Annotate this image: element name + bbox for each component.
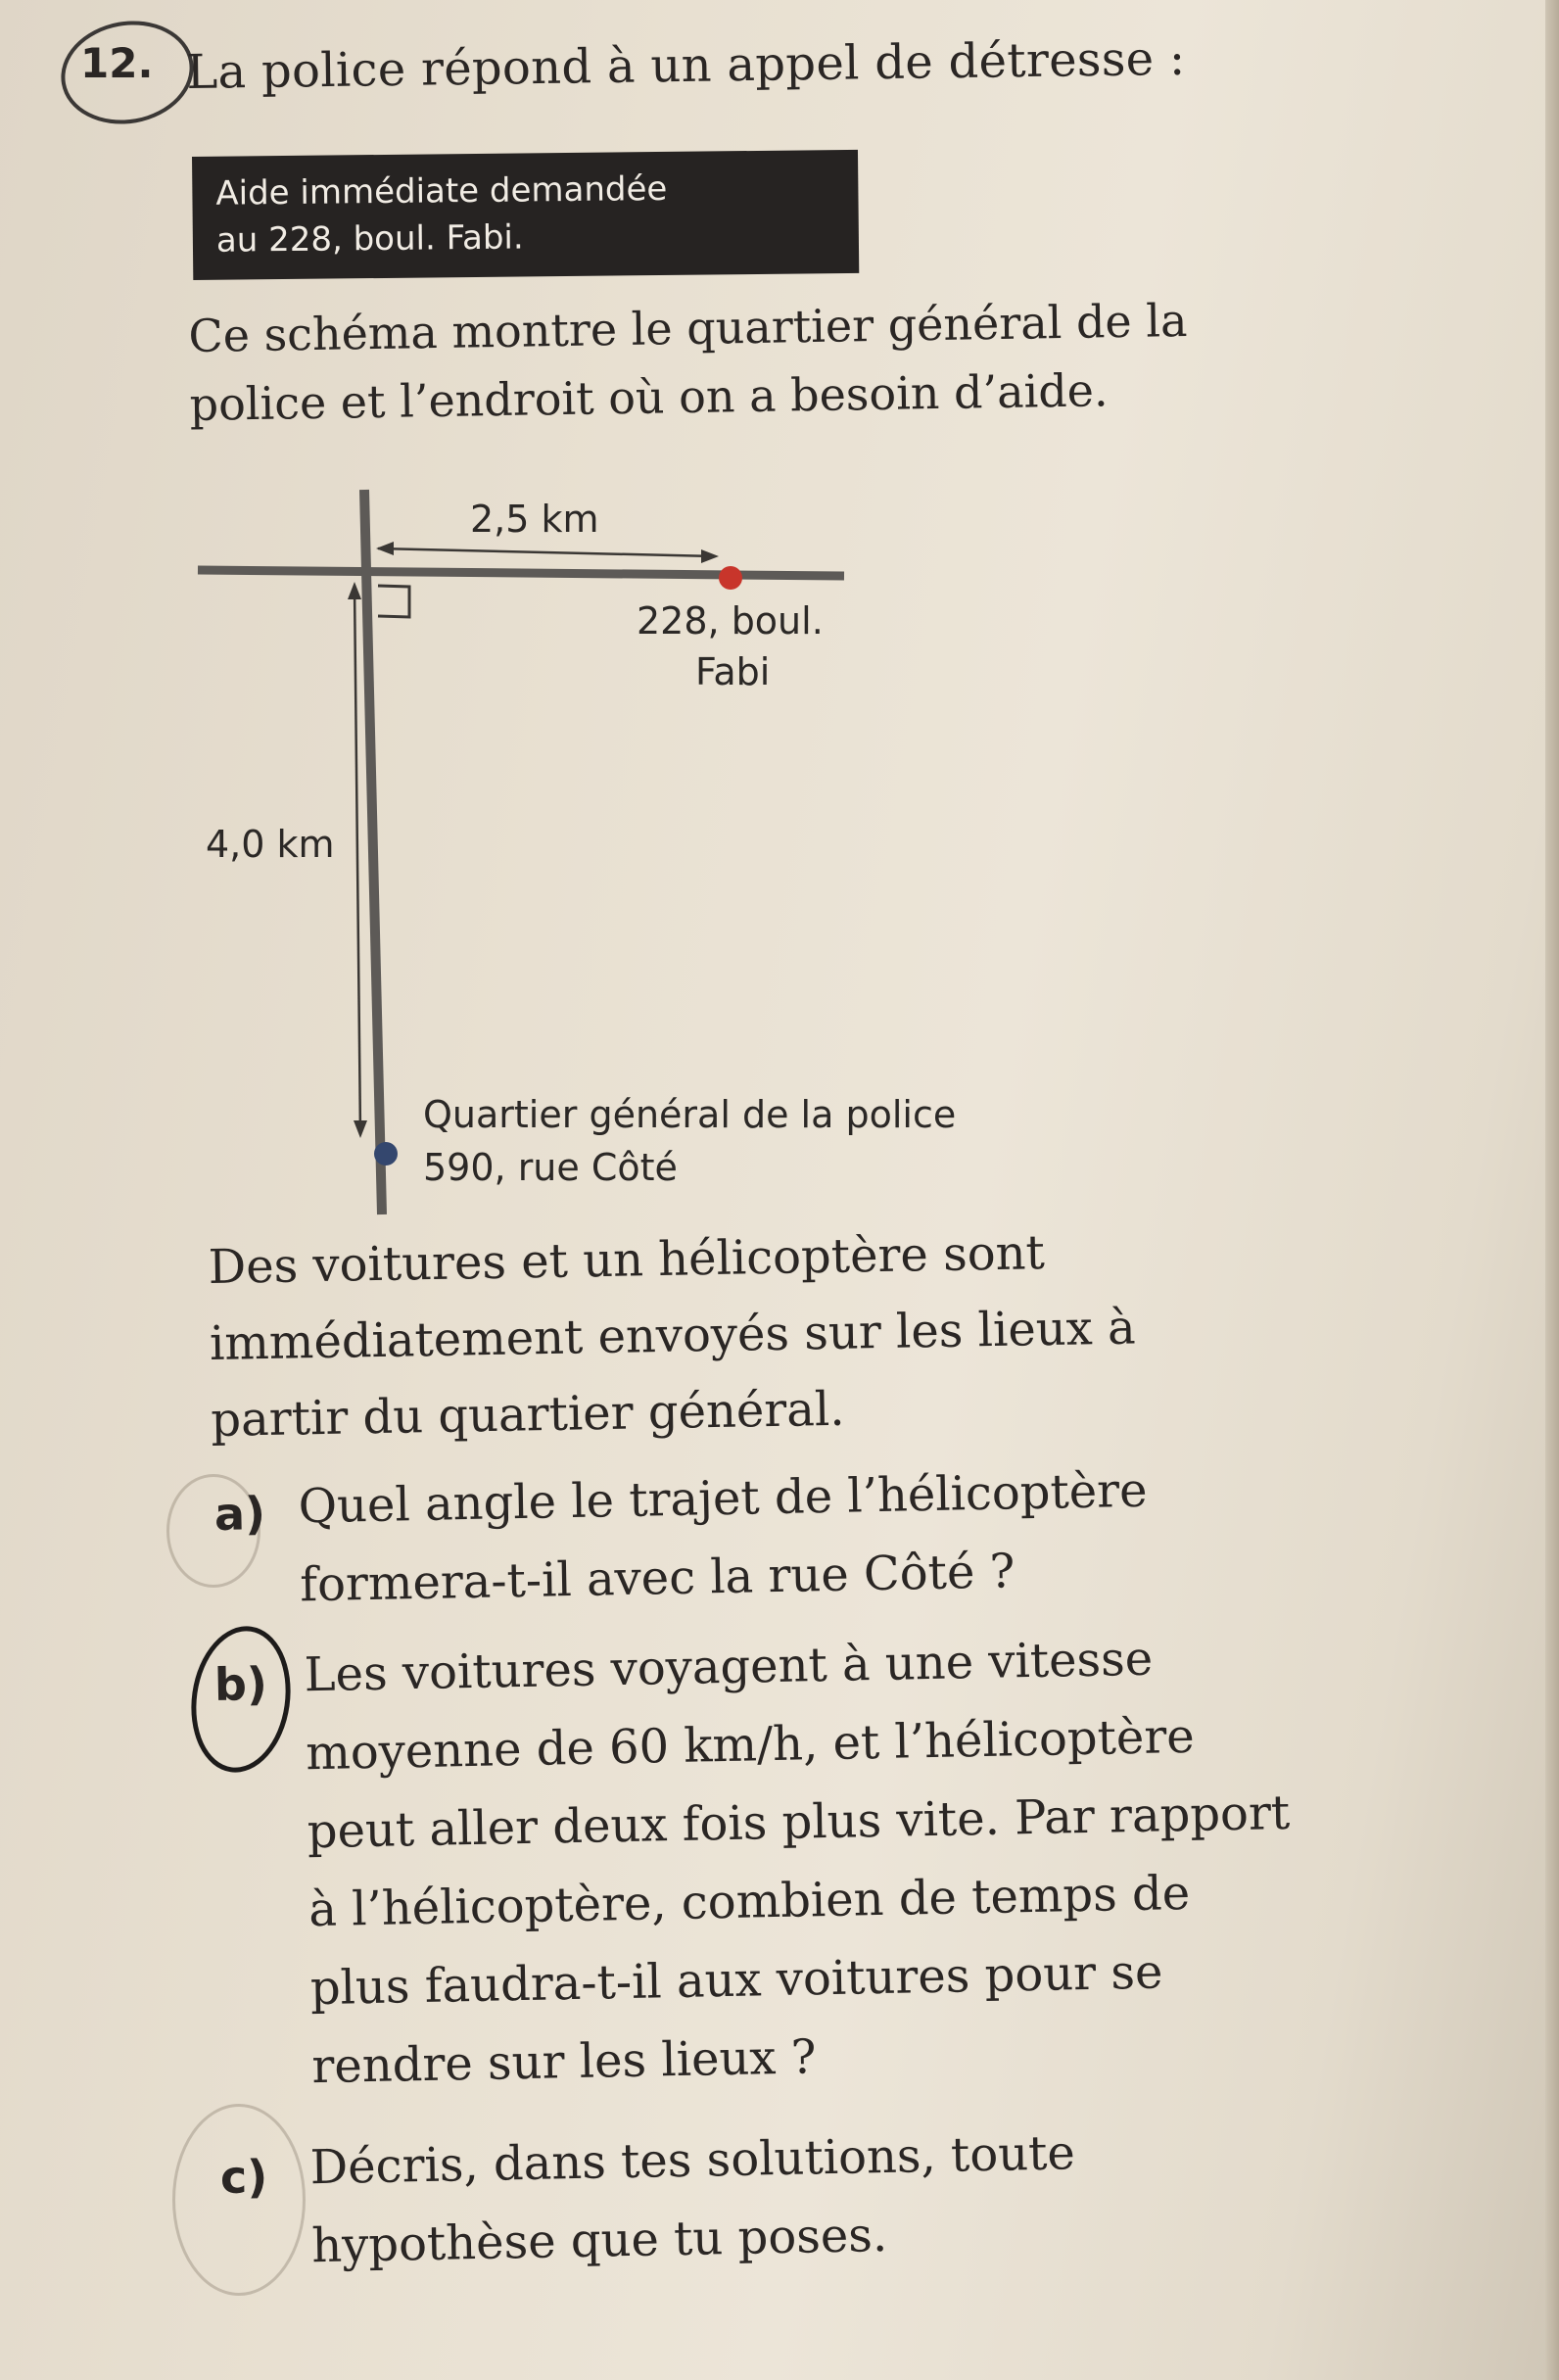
- question-c-letter: c): [219, 2150, 268, 2204]
- intro-line-1: Ce schéma montre le quartier général de la: [188, 293, 1188, 362]
- destination-label-line-1: 228, boul.: [637, 599, 824, 643]
- question-b-letter: b): [213, 1656, 268, 1711]
- map-diagram: [186, 478, 1018, 1222]
- vertical-distance-label: 4,0 km: [206, 823, 335, 866]
- question-c-text: [309, 2114, 1077, 2285]
- question-c-line-1: Décris, dans tes solutions, toute: [309, 2125, 1076, 2196]
- arrowhead-right: [701, 549, 719, 563]
- headquarters-marker: [374, 1142, 398, 1166]
- horizontal-distance-label: 2,5 km: [470, 498, 599, 541]
- question-b-line-5: plus faudra-t-il aux voitures pour se: [309, 1944, 1163, 2017]
- question-a-text: [298, 1452, 1150, 1625]
- question-a-letter: a): [213, 1486, 266, 1541]
- question-b-line-3: peut aller deux fois plus vite. Par rapport: [307, 1785, 1291, 1860]
- arrowhead-top: [348, 582, 361, 599]
- question-b-text: [304, 1617, 1296, 2106]
- hq-label-line-2: 590, rue Côté: [423, 1146, 678, 1189]
- problem-title: La police répond à un appel de détresse :: [186, 30, 1186, 100]
- question-b-line-4: à l’hélicoptère, combien de temps de: [307, 1865, 1191, 1938]
- arrowhead-bottom: [354, 1120, 367, 1138]
- boulevard-road: [198, 570, 844, 576]
- distress-call-box: [192, 150, 859, 280]
- question-b-line-1: Les voitures voyagent à une vitesse: [304, 1631, 1154, 1703]
- arrowhead-left: [376, 542, 394, 555]
- intro-paragraph: [188, 283, 1365, 439]
- scenario-line-2: immédiatement envoyés sur les lieux à: [209, 1300, 1137, 1371]
- question-c-line-2: hypothèse que tu poses.: [310, 2207, 888, 2274]
- scenario-paragraph: [208, 1209, 1387, 1458]
- destination-label-line-2: Fabi: [695, 650, 771, 693]
- problem-number: 12.: [80, 39, 154, 87]
- rue-cote-road: [364, 490, 382, 1214]
- question-a-line-2: formera-t-il avec la rue Côté ?: [299, 1544, 1016, 1613]
- question-b-line-2: moyenne de 60 km/h, et l’hélicoptère: [305, 1708, 1196, 1782]
- alert-line-2: au 228, boul. Fabi.: [215, 217, 524, 261]
- scenario-line-3: partir du quartier général.: [210, 1381, 845, 1448]
- intro-line-2: police et l’endroit où on a besoin d’aide.: [189, 363, 1109, 431]
- right-angle-marker: [378, 586, 409, 617]
- hq-label-line-1: Quartier général de la police: [423, 1093, 957, 1136]
- vertical-dimension-line: [354, 586, 360, 1134]
- question-b-line-6: rendre sur les lieux ?: [310, 2029, 817, 2095]
- scenario-line-1: Des voitures et un hélicoptère sont: [208, 1225, 1046, 1295]
- page-edge: [1545, 0, 1559, 2380]
- alert-line-1: Aide immédiate demandée: [215, 168, 668, 214]
- question-a-line-1: Quel angle le trajet de l’hélicoptère: [298, 1462, 1148, 1535]
- destination-marker: [719, 566, 742, 590]
- horizontal-dimension-line: [378, 548, 715, 556]
